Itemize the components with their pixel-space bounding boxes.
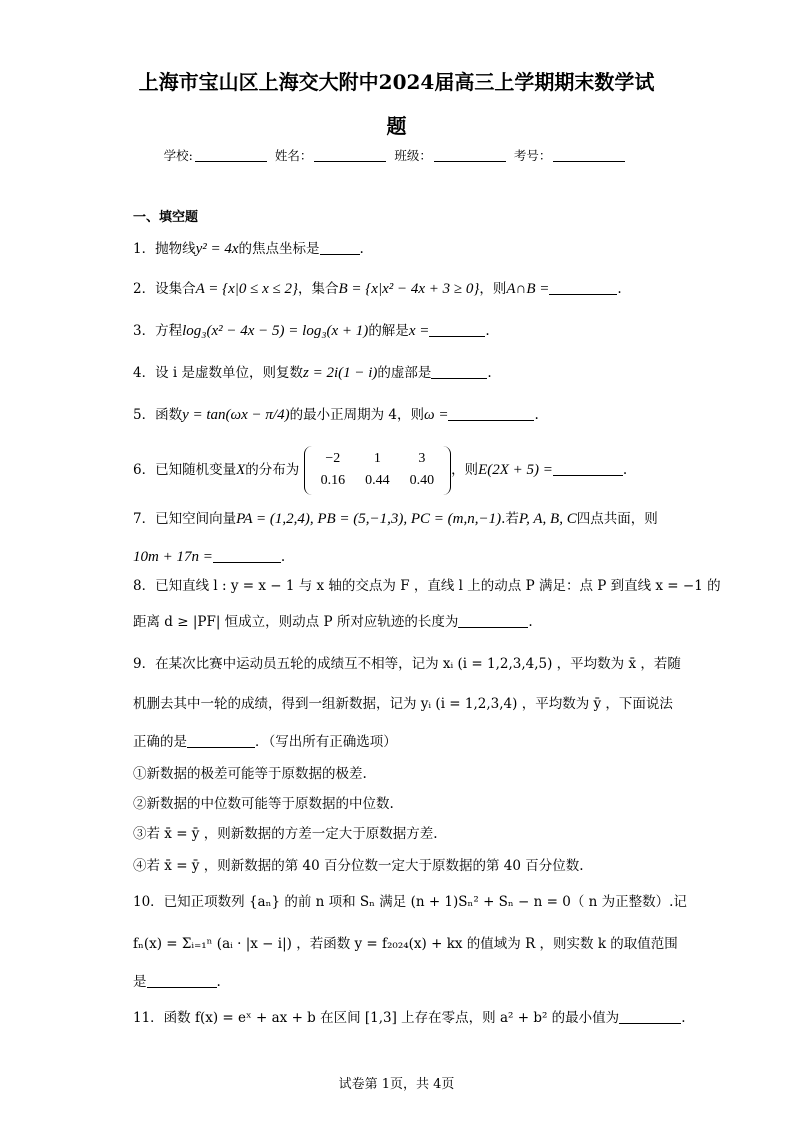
question-8-line-2 xyxy=(133,614,533,630)
q2-set-a: A = {x|0 ≤ x ≤ 2} xyxy=(195,281,299,297)
q10-line2: fₙ(x) = Σᵢ₌₁ⁿ (aᵢ · |x − i|) ，若函数 y = f₂₀₂₄(x) + kx 的值域为 R ，则实数 k 的取值范围 xyxy=(133,936,678,952)
q5-answer-blank[interactable] xyxy=(448,408,534,421)
q6-end: . xyxy=(622,461,628,478)
question-10-line-3 xyxy=(133,974,221,990)
q6-mid: ，则 xyxy=(451,461,479,478)
school-label: 学校: xyxy=(163,148,193,163)
class-blank[interactable] xyxy=(434,149,506,162)
q9-option-2: ②新数据的中位数可能等于原数据的中位数. xyxy=(133,796,394,812)
q4-end: . xyxy=(487,365,492,381)
q4-pre: 4．设 i 是虚数单位，则复数 xyxy=(133,365,303,381)
q5-pre: 5．函数 xyxy=(133,407,183,423)
title-line-2: 题 xyxy=(386,114,407,138)
q9-line3-post: ．（写出所有正确选项） xyxy=(255,734,397,750)
q11-text: 11．函数 f(x) = eˣ + ax + b 在区间 [1,3] 上存在零点，则 a² + b² 的最小值为 xyxy=(133,1010,620,1026)
q6-post: 的分布为 xyxy=(245,461,300,478)
q7-post2: 四点共面，则 xyxy=(576,511,658,527)
q9-option-4: ④若 x̄ = ȳ ，则新数据的第 40 百分位数一定大于原数据的第 40 百分位数. xyxy=(133,858,584,874)
q1-post: 的焦点坐标是 xyxy=(238,241,320,257)
q6-prob-3: 0.40 xyxy=(409,473,435,489)
q9-option-1: ①新数据的极差可能等于原数据的极差. xyxy=(133,766,367,782)
q6-value-2: 1 xyxy=(373,451,381,466)
question-9-line-3 xyxy=(133,734,397,750)
question-10 xyxy=(133,894,687,910)
q1-expr: y² = 4x xyxy=(195,241,239,257)
q10-line3-pre: 是 xyxy=(133,974,147,990)
class-label: 班级： xyxy=(394,148,432,163)
school-blank[interactable] xyxy=(195,149,267,162)
question-7 xyxy=(133,510,658,528)
q3-answer-blank[interactable] xyxy=(429,324,485,337)
q6-pre: 6．已知随机变量 xyxy=(133,461,237,478)
q2-end: . xyxy=(617,281,622,297)
q4-expr: z = 2i(1 − i) xyxy=(303,365,378,381)
q7-points: P, A, B, C xyxy=(518,511,577,527)
q6-var: X xyxy=(236,461,246,478)
question-11 xyxy=(133,1010,685,1026)
q11-end: . xyxy=(681,1010,686,1026)
q9-line2: 机删去其中一轮的成绩，得到一组新数据，记为 yᵢ (i = 1,2,3,4) ，平均数为 ȳ ，下面说法 xyxy=(133,696,673,712)
question-7-line-2 xyxy=(133,548,285,566)
q8-answer-blank[interactable] xyxy=(458,615,528,628)
question-9-line-2 xyxy=(133,696,673,712)
q5-post: 的最小正周期为 4，则 xyxy=(289,407,424,423)
q3-end: . xyxy=(485,323,490,339)
q6-value-1: −2 xyxy=(325,451,341,466)
name-label: 姓名： xyxy=(274,148,313,163)
q8-line2: 距离 d ≥ |PF| 恒成立，则动点 P 所对应轨迹的长度为 xyxy=(133,614,459,630)
q7-vectors: PA = (1,2,4), PB = (5,−1,3), PC = (m,n,−1) xyxy=(236,511,502,527)
q6-expr: E(2X + 5) = xyxy=(478,461,553,478)
q2-mid2: ，则 xyxy=(479,281,507,297)
section-heading: 一、填空题 xyxy=(133,210,199,225)
q8-end: . xyxy=(528,614,533,630)
question-4 xyxy=(133,364,492,382)
question-10-line-2 xyxy=(133,936,678,952)
q3-expr: log₃(x² − 4x − 5) = log₃(x + 1) xyxy=(182,323,369,339)
q11-answer-blank[interactable] xyxy=(619,1011,681,1024)
q2-set-b: B = {x|x² − 4x + 3 ≥ 0} xyxy=(338,281,480,297)
question-6 xyxy=(133,446,627,495)
q7-answer-blank[interactable] xyxy=(213,550,281,563)
q8-line1: 8．已知直线 l : y = x − 1 与 x 轴的交点为 F ，直线 l 上的动点 P 满足：点 P 到直线 x = −1 的 xyxy=(133,578,721,594)
q7-post: .若 xyxy=(501,511,519,527)
q7-expr2: 10m + 17n = xyxy=(133,549,213,565)
q2-mid: ，集合 xyxy=(298,281,339,297)
question-8 xyxy=(133,578,721,594)
q7-pre: 7．已知空间向量 xyxy=(133,511,237,527)
question-2 xyxy=(133,280,622,298)
q3-var: x = xyxy=(408,323,430,339)
q6-value-3: 3 xyxy=(418,451,426,466)
q2-pre: 2．设集合 xyxy=(133,281,196,297)
q4-answer-blank[interactable] xyxy=(431,366,487,379)
name-blank[interactable] xyxy=(314,149,386,162)
q1-answer-blank[interactable] xyxy=(320,242,360,255)
question-5 xyxy=(133,406,539,424)
student-info-row xyxy=(0,146,793,164)
question-3 xyxy=(133,322,490,340)
q5-end: . xyxy=(534,407,539,423)
q3-post: 的解是 xyxy=(368,323,409,339)
q2-intersection: A∩B = xyxy=(506,281,550,297)
q5-var: ω = xyxy=(423,407,449,423)
q6-answer-blank[interactable] xyxy=(553,463,623,476)
q4-post: 的虚部是 xyxy=(377,365,432,381)
q9-answer-blank[interactable] xyxy=(187,735,255,748)
q10-answer-blank[interactable] xyxy=(147,975,217,988)
title-line-1: 上海市宝山区上海交大附中2024届高三上学期期末数学试 xyxy=(138,70,655,94)
q9-line3-pre: 正确的是 xyxy=(133,734,187,750)
q7-end: . xyxy=(280,549,286,565)
q9-option-3: ③若 x̄ = ȳ ，则新数据的方差一定大于原数据方差. xyxy=(133,826,438,842)
q3-pre: 3．方程 xyxy=(133,323,183,339)
q9-line1: 9．在某次比赛中运动员五轮的成绩互不相等，记为 xᵢ (i = 1,2,3,4,5) ，平均数为 x̄ ，若随 xyxy=(133,656,681,672)
q1-end: . xyxy=(359,241,364,257)
question-9 xyxy=(133,656,681,672)
exam-no-blank[interactable] xyxy=(553,149,625,162)
page-footer: 试卷第 1页，共 4页 xyxy=(338,1077,455,1092)
q10-end: . xyxy=(216,974,221,990)
question-1 xyxy=(133,240,364,258)
q5-expr: y = tan(ωx − π/4) xyxy=(182,407,290,423)
exam-no-label: 考号： xyxy=(513,148,552,163)
q6-prob-2: 0.44 xyxy=(365,473,390,489)
q2-answer-blank[interactable] xyxy=(549,282,617,295)
q6-distribution-matrix xyxy=(304,446,452,495)
q10-line1: 10．已知正项数列 {aₙ} 的前 n 项和 Sₙ 满足 (n + 1)Sₙ² + Sₙ − n = 0（ n 为正整数）.记 xyxy=(133,894,687,910)
q6-prob-1: 0.16 xyxy=(320,473,346,489)
q1-pre: 1．抛物线 xyxy=(133,241,196,257)
